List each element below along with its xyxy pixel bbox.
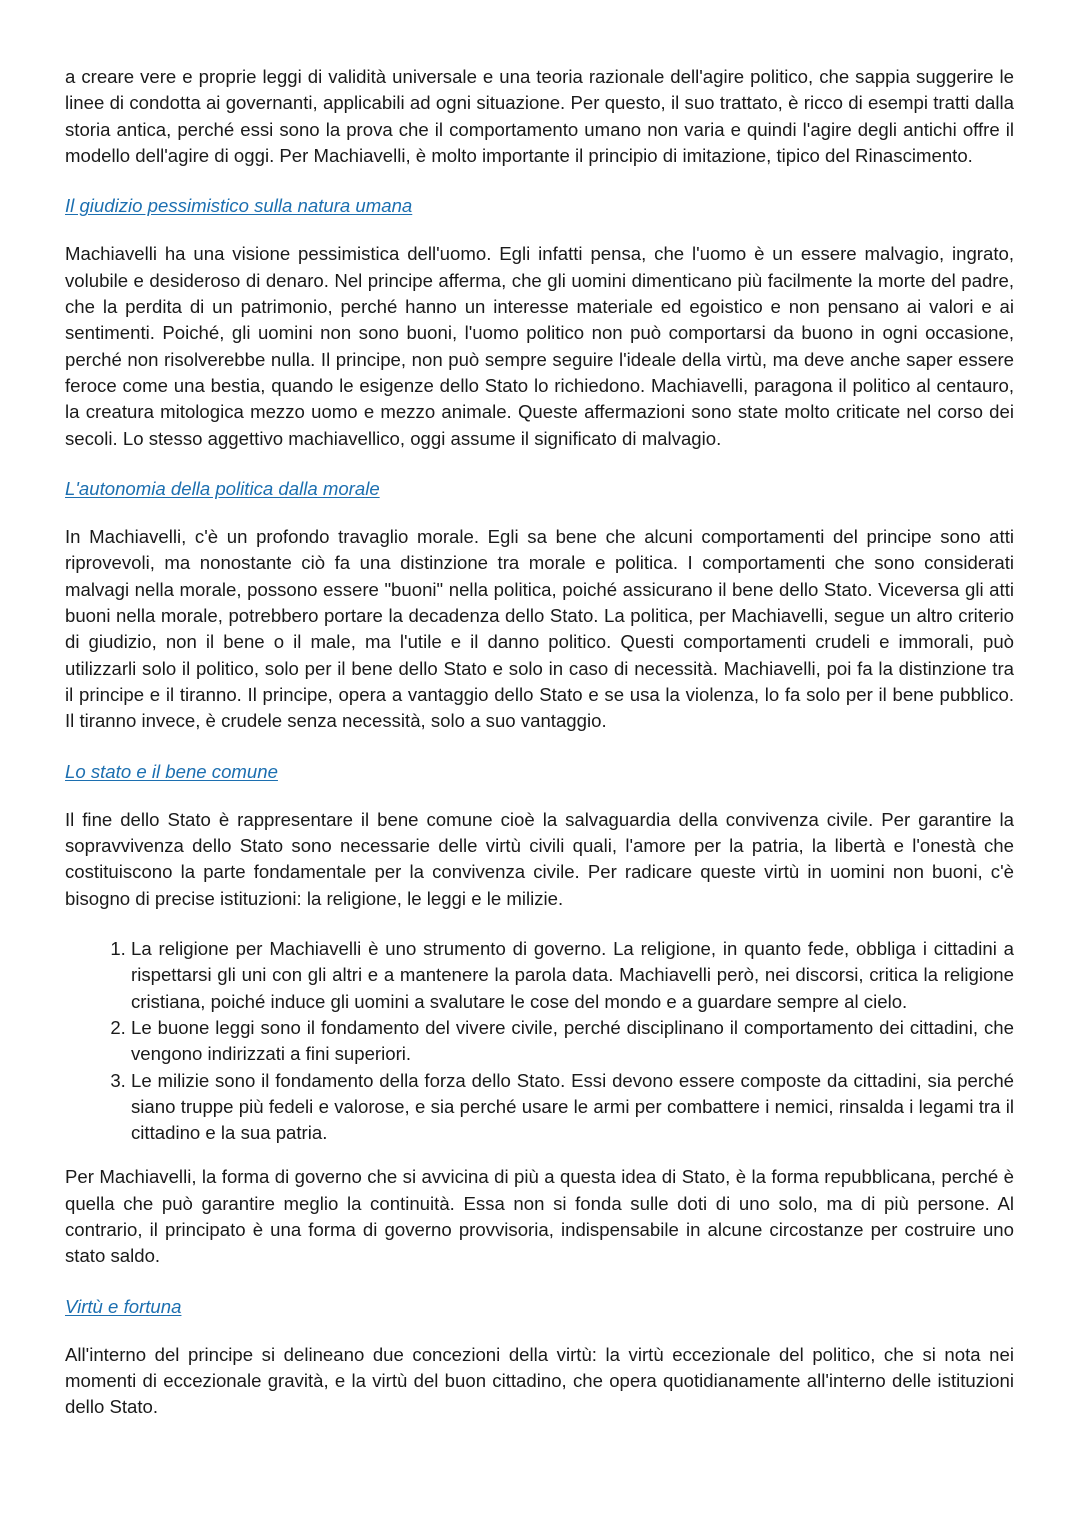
institutions-list — [65, 936, 1014, 1146]
section-virtue-fortune — [65, 1294, 1014, 1421]
section-politics-morality — [65, 476, 1014, 735]
section-paragraph: Il fine dello Stato è rappresentare il bene comune cioè la salvaguardia della convivenza civile. Per garantire la sopravvivenza dello Stato sono necessarie delle virtù civili quali, l'amore per la patria, la libertà e l'onestà che costituiscono la parte fondamentale per la convivenza civile. Per radicare queste virtù in uomini non buoni, c'è bisogno di precise istituzioni: la religione, le leggi e le milizie. — [65, 808, 1014, 909]
section-heading: L'autonomia della politica dalla morale — [65, 477, 380, 499]
list-item: 2. Le buone leggi sono il fondamento del vivere civile, perché disciplinano il comportamento dei cittadini, che vengono indirizzati a fini superiori. — [131, 1015, 1014, 1068]
document-page — [65, 64, 1014, 1421]
section-heading: Il giudizio pessimistico sulla natura umana — [65, 195, 413, 217]
section-heading: Virtù e fortuna — [65, 1295, 182, 1317]
section-paragraph: Machiavelli ha una visione pessimistica dell'uomo. Egli infatti pensa, che l'uomo è un essere malvagio, ingrato, volubile e desideroso di denaro. Nel principe afferma, che gli uomini dimenticano più facilmente la morte del padre, che la perdita di un patrimonio, perché hanno un interesse materiale ed egoistico e non pensano ai valori e ai sentimenti. Poiché, gli uomini non sono buoni, l'uomo politico non può comportarsi da buono in ogni occasione, perché non risolverebbe nulla. Il principe, non può sempre seguire l'ideale della virtù, ma deve anche saper essere feroce come una bestia, quando le esigenze dello Stato lo richiedono. Machiavelli, paragona il politico al centauro, la creatura mitologica mezzo uomo e mezzo animale. Queste affermazioni sono state molto criticate nel corso dei secoli. Lo stesso aggettivo machiavellico, oggi assume il significato di malvagio. — [65, 243, 1014, 449]
section-heading: Lo stato e il bene comune — [65, 760, 278, 782]
section-human-nature — [65, 193, 1014, 452]
list-item: 1. La religione per Machiavelli è uno strumento di governo. La religione, in quanto fede, obbliga i cittadini a rispettarsi gli uni con gli altri e a mantenere la parola data. Machiavelli però, nei discorsi, critica la religione cristiana, poiché induce gli uomini a svalutare le cose del mondo e a guardare sempre al cielo. — [131, 936, 1014, 1015]
section-state-common-good — [65, 759, 1014, 1270]
intro-paragraph: a creare vere e proprie leggi di validità universale e una teoria razionale dell'agire politico, che sappia suggerire le linee di condotta ai governanti, applicabili ad ogni situazione. Per questo, il suo trattato, è ricco di esempi tratti dalla storia antica, perché essi sono la prova che il comportamento umano non varia e quindi l'agire degli antichi offre il modello dell'agire di oggi. Per Machiavelli, è molto importante il principio di imitazione, tipico del Rinascimento. — [65, 66, 1014, 166]
section-paragraph: In Machiavelli, c'è un profondo travaglio morale. Egli sa bene che alcuni comportamenti del principe sono atti riprovevoli, ma nonostante ciò fa una distinzione tra morale e politica. I comportamenti che sono considerati malvagi nella morale, possono essere "buoni" nella politica, poiché assicurano il bene dello Stato. Viceversa gli atti buoni nella morale, potrebbero portare la decadenza dello Stato. La politica, per Machiavelli, segue un altro criterio di giudizio, non il bene o il male, ma l'utile e il danno politico. Questi comportamenti crudeli e immorali, può utilizzarli solo il politico, solo per il bene dello Stato e solo in caso di necessità. Machiavelli, poi fa la distinzione tra il principe e il tiranno. Il principe, opera a vantaggio dello Stato e se usa la violenza, lo fa solo per il bene pubblico. Il tiranno invece, è crudele senza necessità, solo a suo vantaggio. — [65, 526, 1014, 732]
section-closing-paragraph: Per Machiavelli, la forma di governo che si avvicina di più a questa idea di Stato, è la forma repubblicana, perché è quella che può garantire meglio la continuità. Essa non si fonda sulle doti di uno solo, ma di più persone. Al contrario, il principato è una forma di governo provvisoria, indispensabile in alcune circostanze per costruire uno stato saldo. — [65, 1166, 1014, 1267]
list-item: 3. Le milizie sono il fondamento della forza dello Stato. Essi devono essere composte da cittadini, sia perché siano truppe più fedeli e valorose, e sia perché usare le armi per combattere i nemici, rinsalda i legami tra il cittadino e la sua patria. — [131, 1068, 1014, 1147]
section-paragraph: All'interno del principe si delineano due concezioni della virtù: la virtù eccezionale del politico, che si nota nei momenti di eccezionale gravità, e la virtù del buon cittadino, che opera quotidianamente all'interno delle istituzioni dello Stato. — [65, 1343, 1014, 1418]
